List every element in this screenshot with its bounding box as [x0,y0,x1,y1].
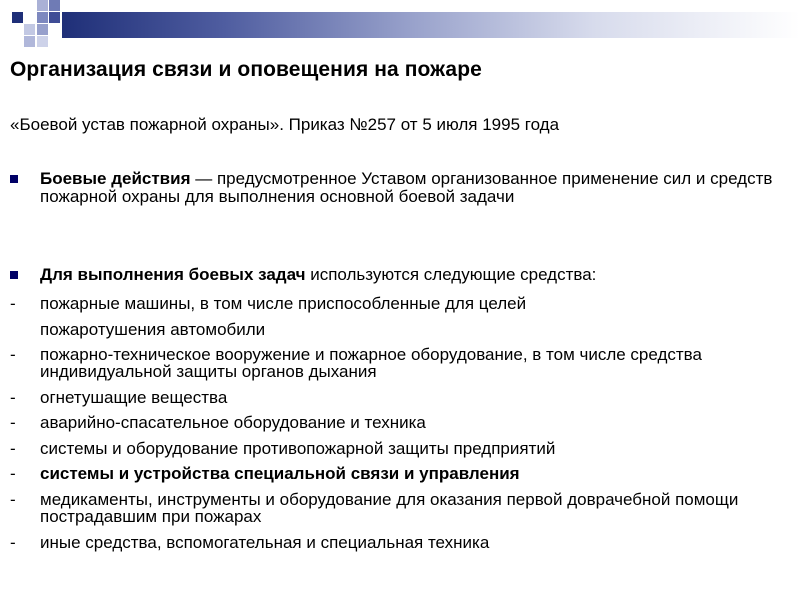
deco-square-icon [49,0,60,11]
bullet-item [10,170,790,205]
list-item [10,291,790,343]
square-bullet-icon [10,175,18,183]
deco-square-icon [37,12,48,23]
gradient-band [62,12,800,38]
list-item [10,440,790,458]
means-list [10,266,790,551]
list-item-text: пожарные машины, в том числе приспособленные для целей [40,293,527,313]
list-item-text: системы и оборудование противопожарной защиты предприятий [40,438,556,458]
page-subtitle: «Боевой устав пожарной охраны». Приказ №257 от 5 июля 1995 года [10,115,560,134]
list-item-text: пожарно-техническое вооружение и пожарное оборудование, в том числе средства индивидуальной защиты органов дыхания [40,344,702,381]
list-item [10,491,790,526]
dash-marker: - [10,438,16,458]
list-item-text: огнетушащие вещества [40,387,228,407]
list-item [10,534,790,552]
dash-marker: - [10,387,16,407]
bullet-text: — предусмотренное Уставом организованное применение сил и средств пожарной охраны для выполнения основной боевой задачи [40,169,773,206]
square-bullet-icon [10,271,18,279]
deco-square-icon [37,24,48,35]
list-item [10,414,790,432]
dash-marker: - [10,532,16,552]
bullet-bold-text: Боевые действия [40,169,191,188]
deco-square-icon [24,36,35,47]
list-item-text: системы и устройства специальной связи и управления [40,464,520,483]
dash-marker: - [10,489,16,509]
page-title: Организация связи и оповещения на пожаре [10,58,482,81]
bullet-text: используются следующие средства: [305,265,597,284]
deco-square-icon [24,24,35,35]
dash-marker: - [10,293,16,313]
deco-square-icon [37,36,48,47]
deco-square-icon [37,0,48,11]
dash-marker: - [10,344,16,364]
header-decoration [0,0,800,48]
list-item [10,465,790,483]
list-item-text: пожаротушения автомобили [40,319,266,339]
deco-square-icon [49,12,60,23]
list-item-text: аварийно-спасательное оборудование и техника [40,413,426,432]
list-item [10,346,790,381]
dash-marker: - [10,413,16,432]
list-item [10,389,790,407]
bullet-list [10,170,790,205]
list-item-text: медикаменты, инструменты и оборудование для оказания первой доврачебной помощи пострадавшим при пожарах [40,489,739,526]
dash-marker: - [10,464,16,483]
bullet-item [10,266,790,284]
list-item-text: иные средства, вспомогательная и специальная техника [40,532,490,552]
deco-square-icon [12,12,23,23]
bullet-bold-text: Для выполнения боевых задач [40,265,306,284]
